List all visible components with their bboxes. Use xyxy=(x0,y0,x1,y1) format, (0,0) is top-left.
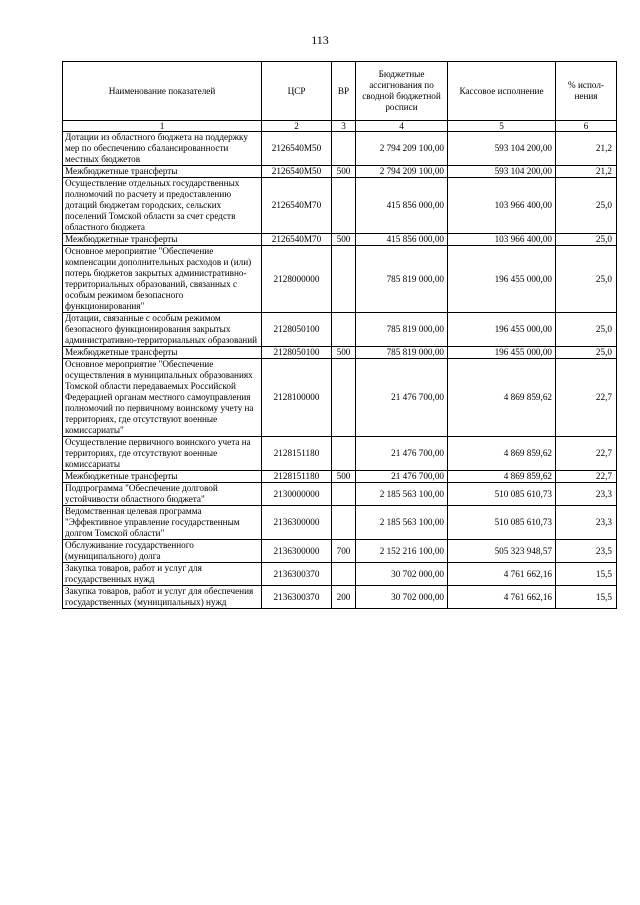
row-executed: 510 085 610,73 xyxy=(448,483,556,506)
row-budget: 30 702 000,00 xyxy=(356,586,448,609)
row-executed: 593 104 200,00 xyxy=(448,166,556,178)
row-percent: 22,7 xyxy=(556,471,617,483)
row-vr xyxy=(332,506,356,540)
row-name: Межбюджетные трансферты xyxy=(63,347,262,359)
row-csr: 2136300000 xyxy=(262,506,332,540)
row-percent: 25,0 xyxy=(556,178,617,234)
header-csr: ЦСР xyxy=(262,62,332,121)
row-vr: 500 xyxy=(332,166,356,178)
row-vr xyxy=(332,359,356,437)
row-budget: 785 819 000,00 xyxy=(356,246,448,313)
row-executed: 4 869 859,62 xyxy=(448,471,556,483)
row-executed: 103 966 400,00 xyxy=(448,234,556,246)
table-row xyxy=(63,234,617,246)
table-row xyxy=(63,347,617,359)
row-name: Подпрограмма "Обеспечение долговой устойчивости областного бюджета" xyxy=(63,483,262,506)
header-vr: ВР xyxy=(332,62,356,121)
table-row xyxy=(63,246,617,313)
row-percent: 23,3 xyxy=(556,483,617,506)
table-row xyxy=(63,359,617,437)
header-executed: Кассовое исполнение xyxy=(448,62,556,121)
row-vr xyxy=(332,178,356,234)
table-row xyxy=(63,178,617,234)
row-name: Основное мероприятие "Обеспечение компенсации дополнительных расходов и (или) потерь бюджетов закрытых административно-территориальных образований, связанных с особым режимом безопасного функционирования" xyxy=(63,246,262,313)
row-budget: 2 152 216 100,00 xyxy=(356,540,448,563)
row-vr xyxy=(332,132,356,166)
header-row xyxy=(63,62,617,121)
row-name: Осуществление первичного воинского учета на территориях, где отсутствуют военные комиссариаты xyxy=(63,437,262,471)
row-percent: 15,5 xyxy=(556,563,617,586)
row-executed: 4 869 859,62 xyxy=(448,437,556,471)
header-percent: % испол-нения xyxy=(556,62,617,121)
row-percent: 21,2 xyxy=(556,166,617,178)
row-percent: 21,2 xyxy=(556,132,617,166)
row-budget: 2 794 209 100,00 xyxy=(356,132,448,166)
row-executed: 593 104 200,00 xyxy=(448,132,556,166)
table-row xyxy=(63,166,617,178)
row-name: Закупка товаров, работ и услуг для государственных нужд xyxy=(63,563,262,586)
row-budget: 785 819 000,00 xyxy=(356,313,448,347)
row-executed: 4 761 662,16 xyxy=(448,586,556,609)
table-row xyxy=(63,540,617,563)
row-budget: 415 856 000,00 xyxy=(356,178,448,234)
budget-execution-table xyxy=(62,61,617,609)
row-vr xyxy=(332,437,356,471)
row-percent: 15,5 xyxy=(556,586,617,609)
row-csr: 2126540M50 xyxy=(262,166,332,178)
column-numbers-row xyxy=(63,121,617,132)
row-csr: 2128050100 xyxy=(262,347,332,359)
row-executed: 196 455 000,00 xyxy=(448,347,556,359)
row-name: Дотации, связанные с особым режимом безопасного функционирования закрытых административно-территориальных образований xyxy=(63,313,262,347)
row-executed: 196 455 000,00 xyxy=(448,313,556,347)
row-vr xyxy=(332,246,356,313)
page-number: 113 xyxy=(311,33,329,47)
row-budget: 21 476 700,00 xyxy=(356,437,448,471)
row-name: Межбюджетные трансферты xyxy=(63,166,262,178)
table-row xyxy=(63,586,617,609)
row-vr xyxy=(332,563,356,586)
row-name: Ведомственная целевая программа "Эффективное управление государственным долгом Томской области" xyxy=(63,506,262,540)
row-vr: 500 xyxy=(332,471,356,483)
column-number: 2 xyxy=(262,121,332,132)
table-row xyxy=(63,313,617,347)
table-row xyxy=(63,132,617,166)
row-percent: 25,0 xyxy=(556,347,617,359)
row-budget: 21 476 700,00 xyxy=(356,359,448,437)
header-name: Наименование показателей xyxy=(63,62,262,121)
row-name: Дотации из областного бюджета на поддержку мер по обеспечению сбалансированности местных бюджетов xyxy=(63,132,262,166)
row-vr: 200 xyxy=(332,586,356,609)
row-executed: 4 869 859,62 xyxy=(448,359,556,437)
row-csr: 2126540M70 xyxy=(262,234,332,246)
row-csr: 2128000000 xyxy=(262,246,332,313)
row-executed: 4 761 662,16 xyxy=(448,563,556,586)
row-csr: 2128100000 xyxy=(262,359,332,437)
row-csr: 2128151180 xyxy=(262,437,332,471)
header-budget: Бюджетные ассигнования по сводной бюджетной росписи xyxy=(356,62,448,121)
column-number: 5 xyxy=(448,121,556,132)
row-csr: 2136300370 xyxy=(262,586,332,609)
row-executed: 505 323 948,57 xyxy=(448,540,556,563)
row-name: Осуществление отдельных государственных полномочий по расчету и предоставлению дотаций бюджетам городских, сельских поселений Томской области за счет средств областного бюджета xyxy=(63,178,262,234)
row-vr: 500 xyxy=(332,234,356,246)
column-number: 1 xyxy=(63,121,262,132)
row-percent: 23,3 xyxy=(556,506,617,540)
row-percent: 22,7 xyxy=(556,437,617,471)
row-budget: 30 702 000,00 xyxy=(356,563,448,586)
row-name: Межбюджетные трансферты xyxy=(63,471,262,483)
row-vr: 500 xyxy=(332,347,356,359)
row-csr: 2136300370 xyxy=(262,563,332,586)
column-number: 3 xyxy=(332,121,356,132)
row-vr: 700 xyxy=(332,540,356,563)
column-number: 4 xyxy=(356,121,448,132)
row-name: Основное мероприятие "Обеспечение осуществления в муниципальных образованиях Томской области передаваемых Российской Федерацией органам местного самоуправления полномочий по первичному воинскому учету на территориях, где отсутствуют военные комиссариаты" xyxy=(63,359,262,437)
row-csr: 2136300000 xyxy=(262,540,332,563)
row-csr: 2128050100 xyxy=(262,313,332,347)
row-csr: 2130000000 xyxy=(262,483,332,506)
row-executed: 103 966 400,00 xyxy=(448,178,556,234)
column-number: 6 xyxy=(556,121,617,132)
row-csr: 2128151180 xyxy=(262,471,332,483)
row-vr xyxy=(332,483,356,506)
row-vr xyxy=(332,313,356,347)
row-name: Закупка товаров, работ и услуг для обеспечения государственных (муниципальных) нужд xyxy=(63,586,262,609)
table-row xyxy=(63,483,617,506)
row-executed: 510 085 610,73 xyxy=(448,506,556,540)
row-percent: 25,0 xyxy=(556,246,617,313)
row-name: Обслуживание государственного (муниципального) долга xyxy=(63,540,262,563)
table-row xyxy=(63,437,617,471)
row-budget: 785 819 000,00 xyxy=(356,347,448,359)
table-row xyxy=(63,563,617,586)
row-name: Межбюджетные трансферты xyxy=(63,234,262,246)
row-percent: 25,0 xyxy=(556,234,617,246)
row-percent: 25,0 xyxy=(556,313,617,347)
table-row xyxy=(63,506,617,540)
table-row xyxy=(63,471,617,483)
row-budget: 21 476 700,00 xyxy=(356,471,448,483)
row-budget: 2 185 563 100,00 xyxy=(356,506,448,540)
row-budget: 2 794 209 100,00 xyxy=(356,166,448,178)
row-csr: 2126540M70 xyxy=(262,178,332,234)
row-percent: 23,5 xyxy=(556,540,617,563)
row-percent: 22,7 xyxy=(556,359,617,437)
row-executed: 196 455 000,00 xyxy=(448,246,556,313)
row-budget: 415 856 000,00 xyxy=(356,234,448,246)
row-budget: 2 185 563 100,00 xyxy=(356,483,448,506)
row-csr: 2126540M50 xyxy=(262,132,332,166)
